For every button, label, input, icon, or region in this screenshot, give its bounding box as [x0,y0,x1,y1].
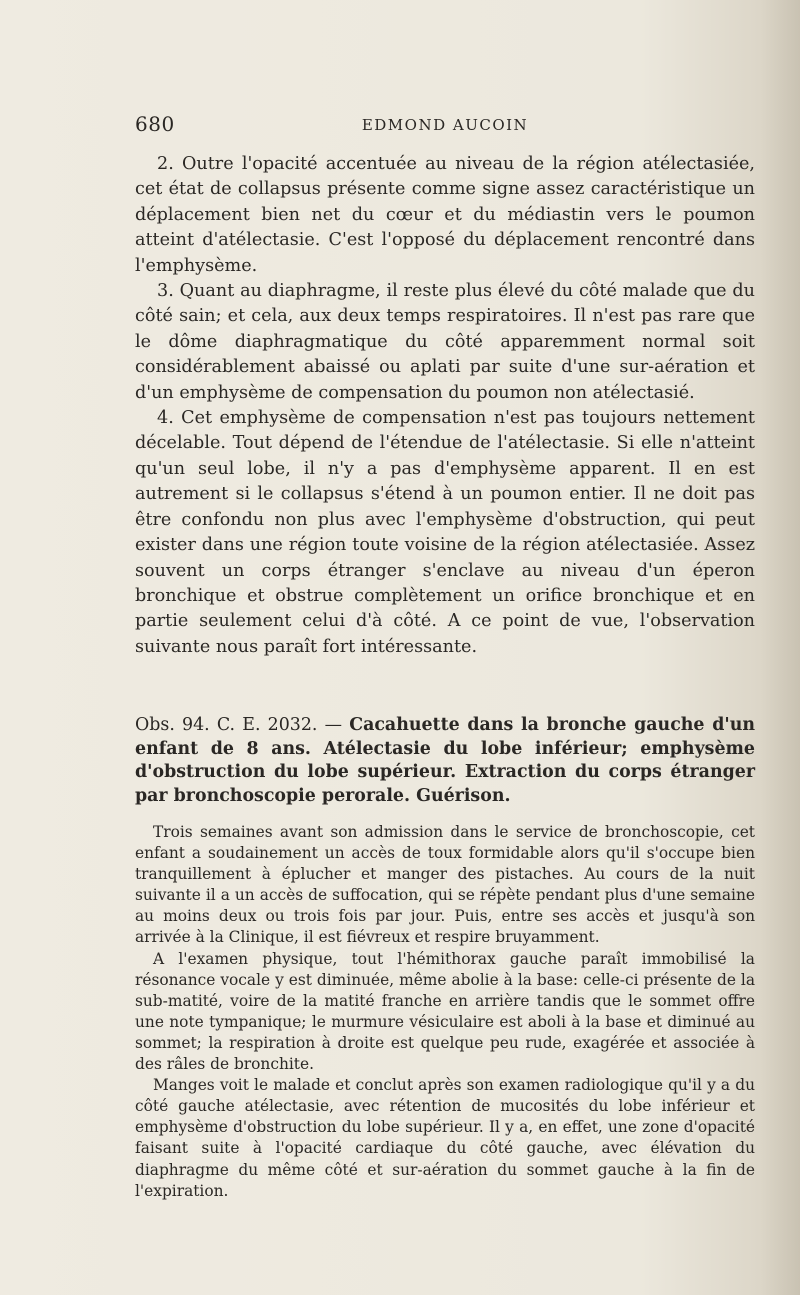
observation-text [135,822,755,1202]
page-number: 680 [135,112,175,136]
running-title: EDMOND AUCOIN [361,116,529,134]
main-text [135,152,755,660]
observation-reference: Obs. 94. C. E. 2032. — [135,715,343,735]
observation-paragraph-history: Trois semaines avant son admission dans le service de bronchoscopie, cet enfant a soudainement un accès de toux formidable alors qu'il s'occupe bien tranquillement à éplucher et manger des pistaches. Au cours de la nuit suivante il a un accès de suffocation, qui se répète pendant plus d'une semaine au moins deux ou trois fois par jour. Puis, entre ses accès et jusqu'à son arrivée à la Clinique, il est fiévreux et respire bruyamment. [135,823,755,947]
page-header [135,112,755,142]
observation-paragraph-radiology: Manges voit le malade et conclut après son examen radiologique qu'il y a du côté gauche atélectasie, avec rétention de mucosités du lobe inférieur et emphysème d'obstruction du lobe supérieur. Il y a, en effet, une zone d'opacité faisant suite à l'opacité cardiaque du côté gauche, avec élévation du diaphragme du même côté et sur-aération du sommet gauche à la fin de l'expiration. [135,1076,755,1200]
paragraph-3: 3. Quant au diaphragme, il reste plus élevé du côté malade que du côté sain; et cela, aux deux temps respiratoires. Il n'est pas rare que le dôme diaphragmatique du côté apparemment normal soit considérablement abaissé ou aplati par suite d'une sur-aération et d'un emphysème de compensation du poumon non atélectasié. [135,281,755,403]
paragraph-4: 4. Cet emphysème de compensation n'est pas toujours nettement décelable. Tout dépend de l'étendue de l'atélectasie. Si elle n'atteint qu'un seul lobe, il n'y a pas d'emphysème apparent. Il en est autrement si le collapsus s'étend à un poumon entier. Il ne doit pas être confondu non plus avec l'emphysème d'obstruction, qui peut exister dans une région toute voisine de la région atélectasiée. Assez souvent un corps étranger s'enclave au niveau d'un éperon bronchique et obstrue complètement un orifice bronchique et en partie seulement celui d'à côté. A ce point de vue, l'observation suivante nous paraît fort intéressante. [135,408,755,657]
observation-paragraph-exam: A l'examen physique, tout l'hémithorax gauche paraît immobilisé la résonance vocale y est diminuée, même abolie à la base: celle-ci présente de la sub-matité, voire de la matité franche en arrière tandis que le sommet offre une note tympanique; le murmure vésiculaire est aboli à la base et diminué au sommet; la respiration à droite est quelque peu rude, exagérée et associée à des râles de bronchite. [135,949,755,1074]
observation-title: Cacahuette dans la bronche gauche d'un enfant de 8 ans. Atélectasie du lobe inférieur; emphysème d'obstruction du lobe supérieur. Extraction du corps étranger par bronchoscopie perorale. Guérison. [135,715,755,806]
paragraph-2: 2. Outre l'opacité accentuée au niveau de la région atélectasiée, cet état de collapsus présente comme signe assez caractéristique un déplacement bien net du cœur et du médiastin vers le poumon atteint d'atélectasie. C'est l'opposé du déplacement rencontré dans l'emphysème. [135,154,755,276]
observation-heading [135,714,755,808]
